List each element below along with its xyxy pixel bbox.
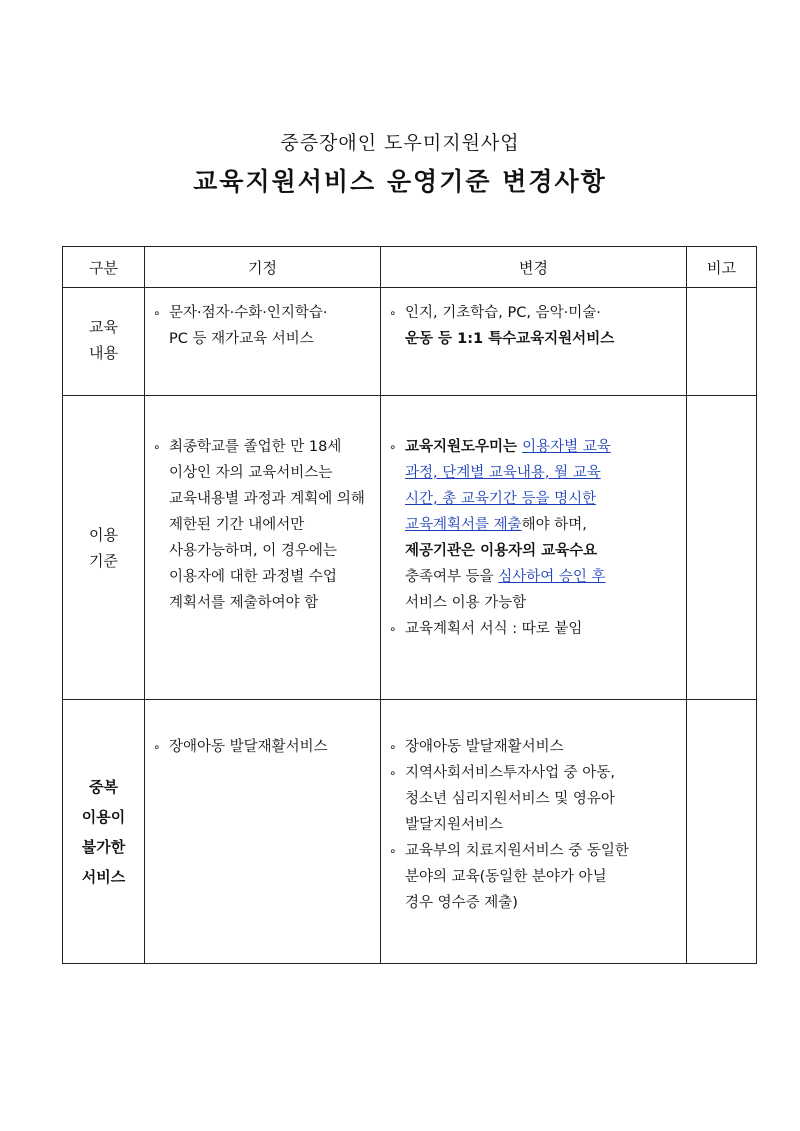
underlined-text: 시간, 총 교육기간 등을 명시한 <box>405 491 597 507</box>
table-row <box>63 396 757 700</box>
list-item: ∘ 인지, 기초학습, PC, 음악·미술· 운동 등 1:1 특수교육지원서비스 <box>387 300 678 352</box>
bullet-icon: ∘ <box>389 622 397 636</box>
changes-table <box>62 246 757 964</box>
bullet-icon: ∘ <box>389 740 397 754</box>
list-item: ∘ 문자·점자·수화·인지학습· PC 등 재가교육 서비스 <box>151 300 372 352</box>
bullet-icon: ∘ <box>389 844 397 858</box>
after-cell <box>381 700 687 964</box>
column-header-after: 변경 <box>381 247 687 288</box>
underlined-text: 교육계획서를 제출 <box>405 517 522 533</box>
list-item: ∘ 교육부의 치료지원서비스 중 동일한 분야의 교육(동일한 분야가 아닐 경우 영수증 제출) <box>387 838 678 916</box>
underlined-text: 심사하여 승인 후 <box>498 569 606 585</box>
row-category: 이용 기준 <box>63 396 145 700</box>
column-header-category: 구분 <box>63 247 145 288</box>
underlined-text: 이용자별 교육 <box>522 439 611 455</box>
list-item: ∘ 지역사회서비스투자사업 중 아동, 청소년 심리지원서비스 및 영유아 발달지원서비스 <box>387 760 678 838</box>
before-cell <box>145 700 381 964</box>
bullet-icon: ∘ <box>389 306 397 320</box>
note-cell <box>687 700 757 964</box>
row-category: 중복 이용이 불가한 서비스 <box>63 700 145 964</box>
list-item: ∘ 최종학교를 졸업한 만 18세 이상인 자의 교육서비스는 교육내용별 과정과 계획에 의해 제한된 기간 내에서만 사용가능하며, 이 경우에는 이용자에 대한 과정별 수업 계획서를 제출하여야 함 <box>151 434 372 616</box>
list-item: ∘ 장애아동 발달재활서비스 <box>387 734 678 760</box>
column-header-before: 기정 <box>145 247 381 288</box>
after-cell <box>381 396 687 700</box>
underlined-text: 과정, 단계별 교육내용, 월 교육 <box>405 465 601 481</box>
table-row <box>63 288 757 396</box>
row-category: 교육 내용 <box>63 288 145 396</box>
note-cell <box>687 288 757 396</box>
table-row <box>63 700 757 964</box>
bullet-icon: ∘ <box>153 740 161 754</box>
before-cell <box>145 288 381 396</box>
bullet-icon: ∘ <box>153 440 161 454</box>
after-cell <box>381 288 687 396</box>
table-header-row <box>63 247 757 288</box>
bullet-icon: ∘ <box>153 306 161 320</box>
before-cell <box>145 396 381 700</box>
list-item: ∘ 교육계획서 서식 : 따로 붙임 <box>387 616 678 642</box>
document-title: 교육지원서비스 운영기준 변경사항 <box>193 167 607 196</box>
bullet-icon: ∘ <box>389 440 397 454</box>
list-item: ∘ 장애아동 발달재활서비스 <box>151 734 372 760</box>
document-subtitle: 중증장애인 도우미지원사업 <box>280 132 520 154</box>
column-header-note: 비고 <box>687 247 757 288</box>
note-cell <box>687 396 757 700</box>
list-item: ∘ 교육지원도우미는 이용자별 교육 과정, 단계별 교육내용, 월 교육 시간, 총 교육기간 등을 명시한 교육계획서를 제출해야 하며, 제공기관은 이용자의 교육수요 충족여부 등을 심사하여 승인 후 서비스 이용 가능함 <box>387 434 678 616</box>
bullet-icon: ∘ <box>389 766 397 780</box>
